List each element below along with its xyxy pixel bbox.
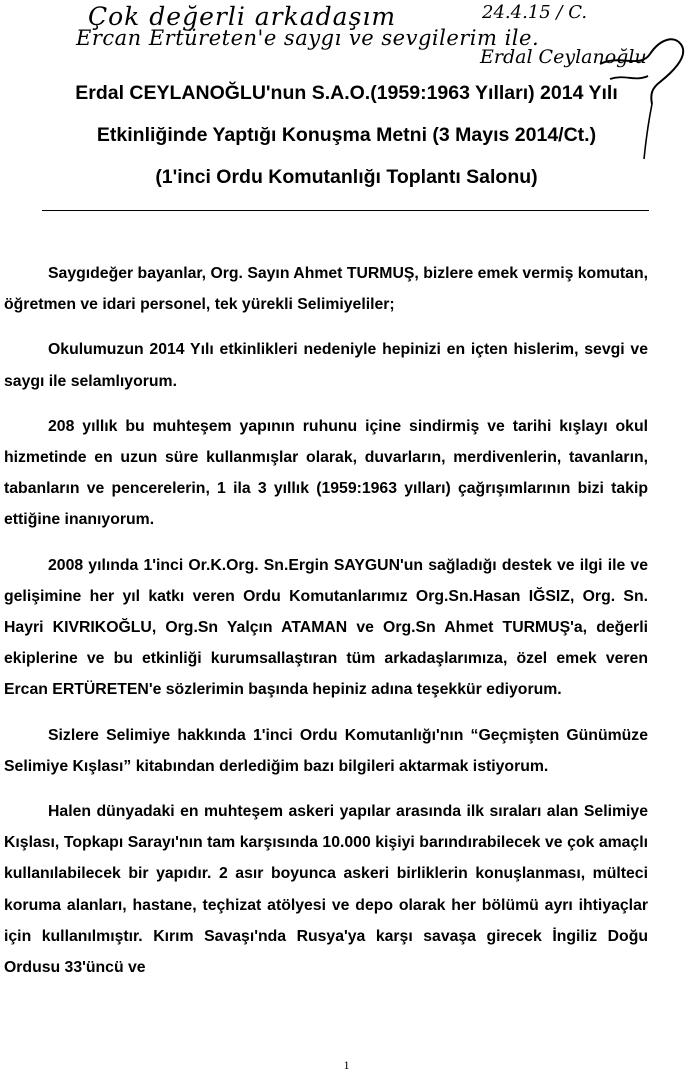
- title-line-3: (1'inci Ordu Komutanlığı Toplantı Salonu): [155, 166, 538, 188]
- paragraph: 2008 yılında 1'inci Or.K.Org. Sn.Ergin SAYGUN'un sağladığı destek ve ilgi ile ve gelişimine her yıl katkı veren Ordu Komutanlarımız Org.Sn.Hasan IĞSIZ, Org. Sn. Hayri KIVRIKOĞLU, Org.Sn Yalçın ATAMAN ve Org.Sn Ahmet TURMUŞ'a, değerli ekiplerine ve bu etkinliği kurumsallaştıran tüm arkadaşlarımıza, özel emek veren Ercan ERTÜRETEN'e sözlerimin başında hepiniz adına teşekkür ediyorum.: [4, 556, 648, 699]
- handwritten-signature: Erdal Ceylanoğlu: [480, 46, 647, 68]
- paragraph: Okulumuzun 2014 Yılı etkinlikleri nedeniyle hepinizi en içten hislerim, sevgi ve saygı ile selamlıyorum.: [4, 341, 648, 390]
- dedication-line-2: Ercan Ertüreten'e saygı ve sevgilerim ile.: [76, 26, 540, 50]
- paragraph: Sizlere Selimiye hakkında 1'inci Ordu Komutanlığı'nın “Geçmişten Günümüze Selimiye Kışlası” kitabından derlediğim bazı bilgileri aktarmak istiyorum.: [4, 726, 648, 775]
- paragraph: 208 yıllık bu muhteşem yapının ruhunu içine sindirmiş ve tarihi kışlayı okul hizmetinde en uzun süre kullanmışlar olarak, duvarların, merdivenlerin, tavanların, tabanların ve pencerelerin, 1 ila 3 yıllık (1959:1963 yılları) çağrışımlarının bizi takip ettiğine inanıyorum.: [4, 417, 648, 529]
- speech-body: [4, 258, 648, 997]
- dedication-date: 24.4.15 / C.: [482, 2, 588, 23]
- dedication-line-1: Çok değerli arkadaşım: [88, 2, 397, 31]
- title-line-1: Erdal CEYLANOĞLU'nun S.A.O.(1959:1963 Yılları) 2014 Yılı: [75, 82, 618, 104]
- handwritten-dedication: [0, 0, 693, 80]
- title-divider: [42, 210, 649, 211]
- page-number: 1: [343, 1058, 350, 1072]
- title-line-2: Etkinliğinde Yaptığı Konuşma Metni (3 Mayıs 2014/Ct.): [96, 124, 597, 146]
- document-title: [20, 72, 673, 198]
- paragraph: Halen dünyadaki en muhteşem askeri yapılar arasında ilk sıraları alan Selimiye Kışlası, Topkapı Sarayı'nın tam karşısında 10.000 kişiyi barındırabilecek ve çok amaçlı kullanılabilecek bir yapıdır. 2 asır boyunca askeri birliklerin konuşlanması, mülteci koruma alanları, hastane, teçhizat atölyesi ve depo olarak her bölümü ayrı ihtiyaçlar için kullanılmıştır. Kırım Savaşı'nda Rusya'ya karşı savaşa girecek İngiliz Doğu Ordusu 33'üncü ve: [4, 803, 648, 977]
- paragraph: Saygıdeğer bayanlar, Org. Sayın Ahmet TURMUŞ, bizlere emek vermiş komutan, öğretmen ve idari personel, tek yürekli Selimiyeliler;: [4, 265, 648, 314]
